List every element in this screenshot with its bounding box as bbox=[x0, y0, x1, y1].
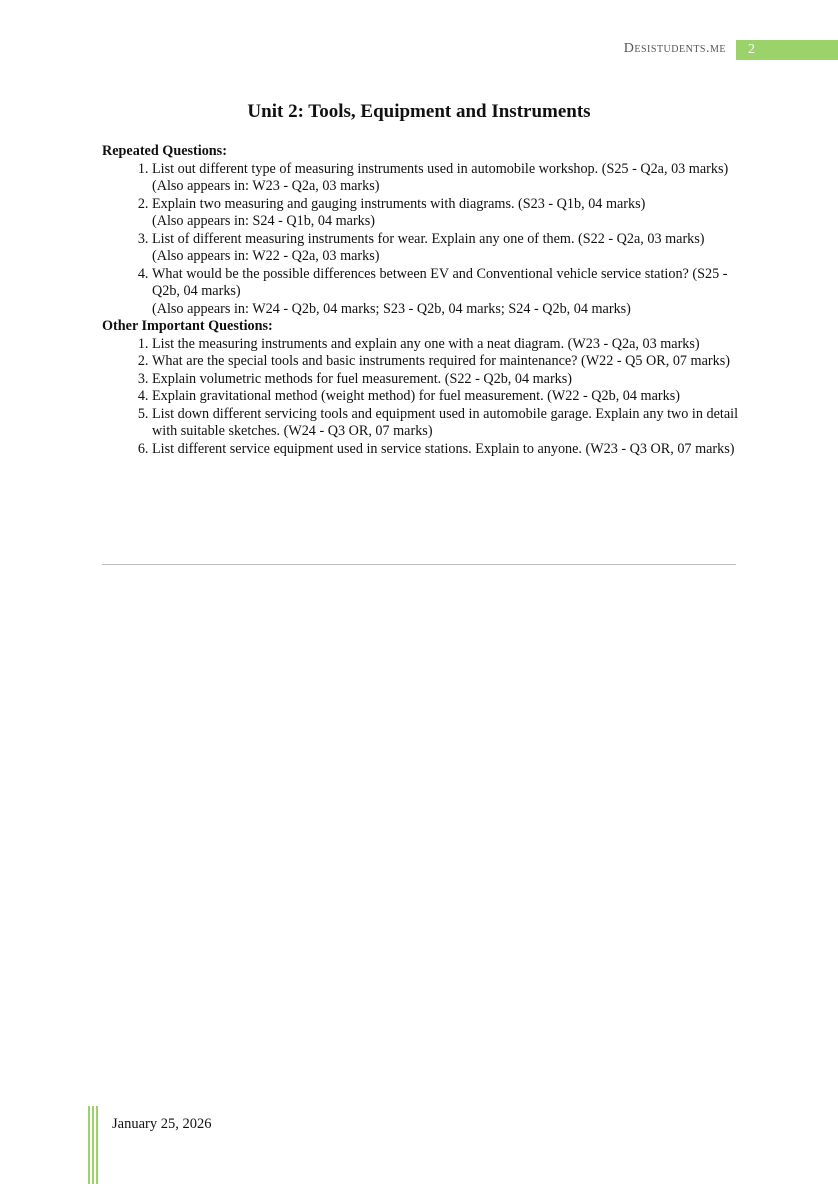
other-questions-heading: Other Important Questions: bbox=[102, 318, 273, 334]
footer-date: January 25, 2026 bbox=[112, 1116, 212, 1132]
footer-bar bbox=[96, 1106, 98, 1184]
list-item bbox=[152, 231, 742, 266]
list-item bbox=[152, 196, 742, 231]
question-text: List of different measuring instruments for wear. Explain any one of them. (S22 - Q2a, 03 marks) bbox=[152, 230, 705, 247]
repeated-questions-list bbox=[102, 161, 742, 319]
also-appears-note: (Also appears in: S24 - Q1b, 04 marks) bbox=[152, 213, 376, 229]
list-item: 5. List down different servicing tools and equipment used in automobile garage. Explain any two in detail with suitable sketches. (W24 - Q3 OR, 07 marks) bbox=[152, 406, 742, 441]
list-item bbox=[152, 266, 742, 319]
list-item: 2. What are the special tools and basic instruments required for maintenance? (W22 - Q5 OR, 07 marks) bbox=[152, 353, 742, 371]
section-divider bbox=[102, 564, 736, 565]
page-number-badge: 2 bbox=[736, 40, 838, 60]
list-item: 3. Explain volumetric methods for fuel measurement. (S22 - Q2b, 04 marks) bbox=[152, 371, 742, 389]
footer-bar bbox=[88, 1106, 90, 1184]
other-questions-list bbox=[102, 336, 742, 459]
page-title: Unit 2: Tools, Equipment and Instruments bbox=[247, 101, 591, 122]
header-site-name: Desistudents.me bbox=[623, 41, 726, 56]
repeated-questions-heading: Repeated Questions: bbox=[102, 143, 227, 159]
question-content bbox=[102, 143, 742, 458]
question-text: What would be the possible differences between EV and Conventional vehicle service station? (S25 - Q2b, 04 marks) bbox=[152, 265, 728, 299]
also-appears-note: (Also appears in: W22 - Q2a, 03 marks) bbox=[152, 248, 380, 264]
list-item bbox=[152, 161, 742, 196]
question-text: Explain two measuring and gauging instruments with diagrams. (S23 - Q1b, 04 marks) bbox=[152, 195, 646, 212]
question-text: List out different type of measuring instruments used in automobile workshop. (S25 - Q2a, 03 marks) bbox=[152, 160, 729, 177]
list-item: 6. List different service equipment used in service stations. Explain to anyone. (W23 - Q3 OR, 07 marks) bbox=[152, 441, 742, 459]
also-appears-note: (Also appears in: W23 - Q2a, 03 marks) bbox=[152, 178, 380, 194]
list-item: 1. List the measuring instruments and explain any one with a neat diagram. (W23 - Q2a, 03 marks) bbox=[152, 336, 742, 354]
also-appears-note: (Also appears in: W24 - Q2b, 04 marks; S23 - Q2b, 04 marks; S24 - Q2b, 04 marks) bbox=[152, 300, 631, 317]
list-item: 4. Explain gravitational method (weight method) for fuel measurement. (W22 - Q2b, 04 marks) bbox=[152, 388, 742, 406]
footer-bar bbox=[92, 1106, 94, 1184]
